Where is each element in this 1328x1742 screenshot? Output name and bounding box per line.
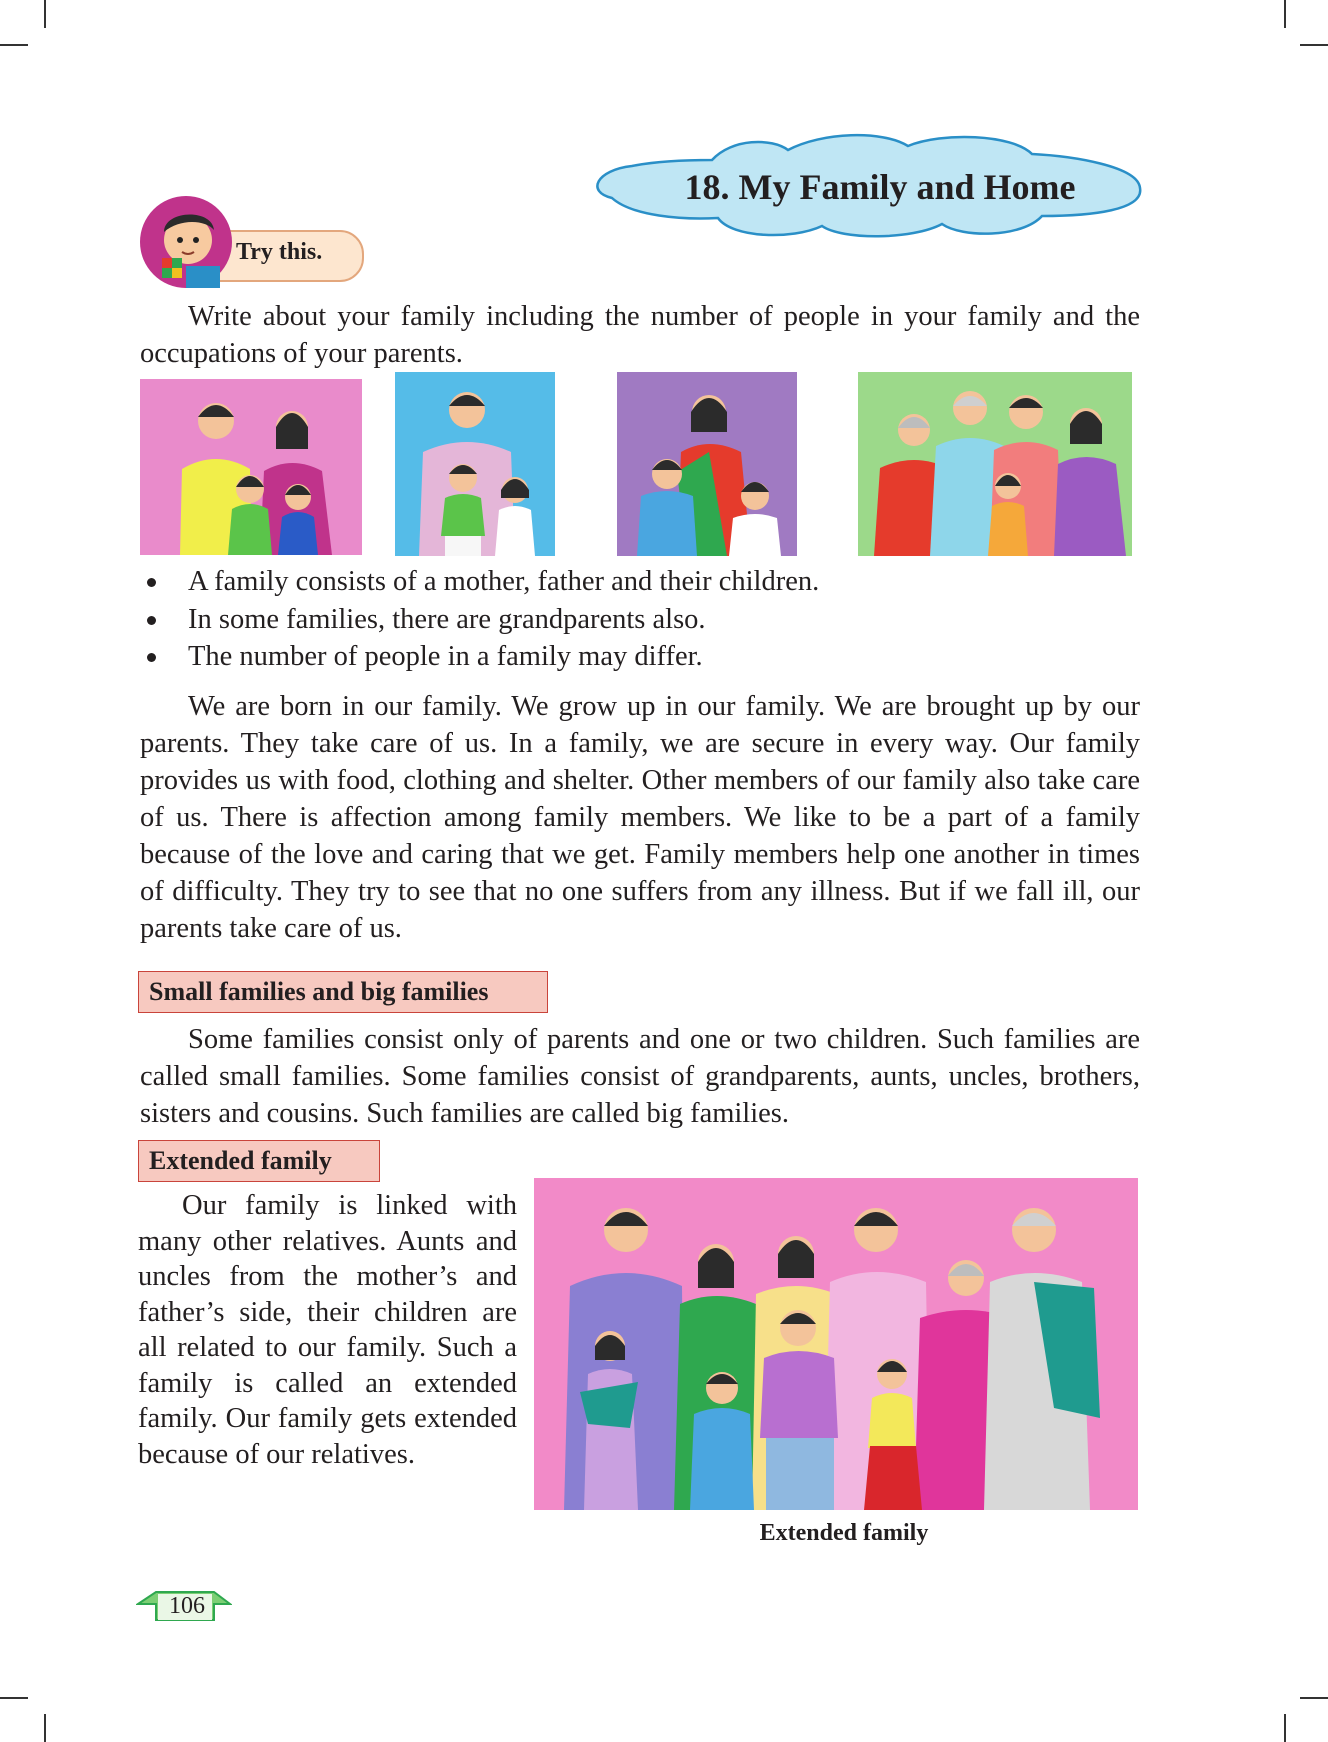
- family-facts-list: [140, 563, 819, 676]
- family-image-4: [858, 372, 1132, 556]
- extended-family-illustration-icon: [534, 1178, 1138, 1510]
- family-image-1: [140, 379, 362, 555]
- list-item-text: A family consists of a mother, father and their children.: [188, 566, 820, 597]
- boy-with-cube-icon: [140, 196, 232, 288]
- crop-mark: [44, 1714, 46, 1742]
- page-title: 18. My Family and Home: [684, 167, 1076, 207]
- bullet-dot: [147, 653, 156, 662]
- crop-mark: [1300, 1697, 1328, 1699]
- small-big-families-text: Some families consist only of parents and one or two children. Such families are called small families. Some families consist of grandparents, aunts, uncles, brothers, sisters and cousins. Such families are called big families.: [140, 1024, 1140, 1129]
- family-mother-father-two-daughters-icon: [140, 379, 362, 555]
- intro-text: Write about your family including the number of people in your family and the occupations of your parents.: [140, 301, 1140, 369]
- family-mother-son-son-icon: [617, 372, 797, 556]
- family-image-2: [395, 372, 555, 556]
- intro-paragraph: [140, 298, 1140, 372]
- family-paragraph: [140, 688, 1140, 947]
- crop-mark: [1284, 0, 1286, 28]
- list-item: [140, 601, 819, 639]
- family-image-3: [617, 372, 797, 556]
- crop-mark: [44, 0, 46, 28]
- extended-family-text: Our family is linked with many other relatives. Aunts and uncles from the mother’s and father’s side, their children are all related to our family. Such a family is called an extended family. Our family gets extended because of our relatives.: [138, 1190, 517, 1470]
- extended-family-paragraph: [138, 1188, 517, 1472]
- list-item: [140, 638, 819, 676]
- crop-mark: [1300, 44, 1328, 46]
- section-heading-small-big-families: Small families and big families: [138, 971, 548, 1013]
- family-father-son-daughter-icon: [395, 372, 555, 556]
- try-this-label: Try this.: [236, 239, 323, 265]
- bullet-dot: [147, 616, 156, 625]
- crop-mark: [1284, 1714, 1286, 1742]
- bullet-dot: [147, 578, 156, 587]
- extended-family-image: [534, 1178, 1138, 1510]
- list-item: [140, 563, 819, 601]
- family-paragraph-text: We are born in our family. We grow up in our family. We are brought up by our parents. They take care of us. In a family, we are secure in every way. Our family provides us with food, clothing and shelter. Other members of our family also take care of us. There is affection among family members. We like to be a part of a family because of the love and caring that we get. Family members help one another in times of difficulty. They try to see that no one suffers from any illness. But if we fall ill, our parents take care of us.: [140, 691, 1140, 944]
- extended-family-caption: Extended family: [759, 1520, 929, 1546]
- list-item-text: The number of people in a family may differ.: [188, 641, 703, 672]
- small-big-families-paragraph: [140, 1021, 1140, 1132]
- crop-mark: [0, 44, 28, 46]
- family-grandparents-parents-daughter-icon: [858, 372, 1132, 556]
- page-number: 106: [169, 1593, 205, 1619]
- crop-mark: [0, 1697, 28, 1699]
- section-heading-extended-family: Extended family: [138, 1140, 380, 1182]
- list-item-text: In some families, there are grandparents also.: [188, 603, 706, 635]
